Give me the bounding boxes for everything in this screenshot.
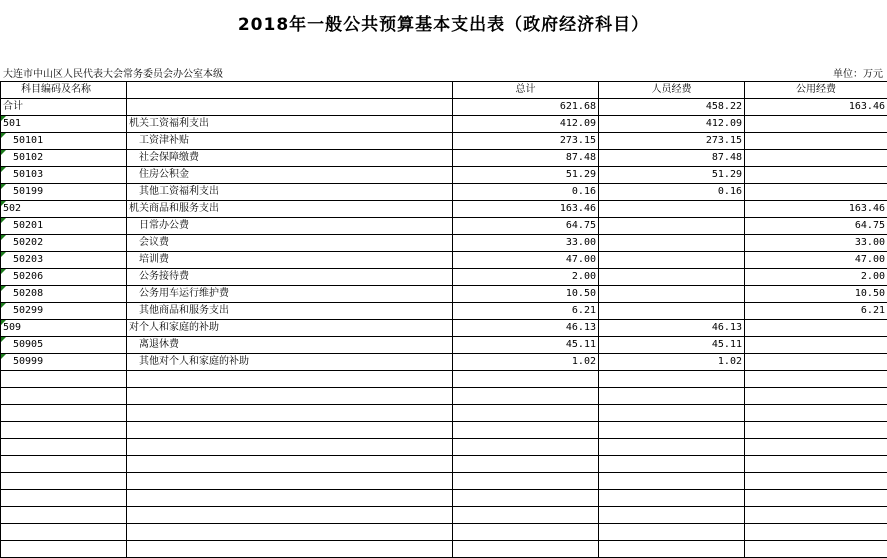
empty-cell xyxy=(127,405,453,422)
cell-marker-icon xyxy=(1,286,6,291)
empty-cell xyxy=(599,507,745,524)
row-total: 46.13 xyxy=(453,320,599,337)
row-total: 2.00 xyxy=(453,269,599,286)
empty-cell xyxy=(599,473,745,490)
row-code: 50201 xyxy=(13,220,43,231)
row-code: 50199 xyxy=(13,186,43,197)
empty-cell xyxy=(745,439,887,456)
empty-cell xyxy=(1,524,127,541)
row-public: 64.75 xyxy=(745,218,887,235)
empty-row xyxy=(1,490,887,507)
row-public xyxy=(745,354,887,371)
row-code-cell xyxy=(1,286,127,303)
row-total: 87.48 xyxy=(453,150,599,167)
empty-cell xyxy=(453,422,599,439)
empty-cell xyxy=(453,490,599,507)
empty-cell xyxy=(127,473,453,490)
row-code-cell xyxy=(1,218,127,235)
row-personnel: 412.09 xyxy=(599,116,745,133)
empty-cell xyxy=(127,490,453,507)
empty-cell xyxy=(745,541,887,558)
page-title: 2018年一般公共预算基本支出表（政府经济科目） xyxy=(0,10,887,35)
expenditure-table xyxy=(0,81,887,558)
row-name: 公务用车运行维护费 xyxy=(127,286,453,303)
empty-cell xyxy=(127,371,453,388)
row-personnel: 273.15 xyxy=(599,133,745,150)
row-personnel xyxy=(599,269,745,286)
row-personnel xyxy=(599,201,745,218)
empty-cell xyxy=(745,490,887,507)
empty-cell xyxy=(599,371,745,388)
row-personnel: 45.11 xyxy=(599,337,745,354)
empty-cell xyxy=(745,388,887,405)
empty-cell xyxy=(599,541,745,558)
row-personnel xyxy=(599,303,745,320)
empty-row xyxy=(1,371,887,388)
empty-row xyxy=(1,422,887,439)
header-personnel: 人员经费 xyxy=(599,82,745,99)
row-name: 公务接待费 xyxy=(127,269,453,286)
row-public: 2.00 xyxy=(745,269,887,286)
table-row xyxy=(1,320,887,337)
empty-cell xyxy=(127,456,453,473)
unit-organization: 大连市中山区人民代表大会常务委员会办公室本级 xyxy=(3,65,223,80)
row-code: 50202 xyxy=(13,237,43,248)
row-total: 10.50 xyxy=(453,286,599,303)
empty-row xyxy=(1,473,887,490)
cell-marker-icon xyxy=(1,252,6,257)
table-row xyxy=(1,252,887,269)
empty-cell xyxy=(745,422,887,439)
row-public: 163.46 xyxy=(745,201,887,218)
row-public: 33.00 xyxy=(745,235,887,252)
row-personnel xyxy=(599,235,745,252)
table-header-row xyxy=(1,82,887,99)
table-row xyxy=(1,133,887,150)
unit-label: 单位：万元 xyxy=(833,65,883,80)
cell-marker-icon xyxy=(1,218,6,223)
cell-marker-icon xyxy=(1,184,6,189)
empty-cell xyxy=(453,524,599,541)
row-total: 6.21 xyxy=(453,303,599,320)
row-name: 培训费 xyxy=(127,252,453,269)
header-total: 总计 xyxy=(453,82,599,99)
cell-marker-icon xyxy=(1,133,6,138)
empty-row xyxy=(1,456,887,473)
empty-cell xyxy=(1,371,127,388)
row-personnel xyxy=(599,218,745,235)
row-public: 163.46 xyxy=(745,99,887,116)
row-code: 50299 xyxy=(13,305,43,316)
table-row xyxy=(1,303,887,320)
row-name: 机关商品和服务支出 xyxy=(127,201,453,218)
row-code: 502 xyxy=(3,203,21,214)
empty-cell xyxy=(453,507,599,524)
cell-marker-icon xyxy=(1,337,6,342)
cell-marker-icon xyxy=(1,201,6,206)
row-code: 50203 xyxy=(13,254,43,265)
row-code: 50101 xyxy=(13,135,43,146)
row-code-cell xyxy=(1,167,127,184)
empty-cell xyxy=(127,524,453,541)
empty-cell xyxy=(1,439,127,456)
empty-cell xyxy=(453,405,599,422)
table-row xyxy=(1,184,887,201)
table-row xyxy=(1,354,887,371)
table-row xyxy=(1,99,887,116)
row-public xyxy=(745,184,887,201)
row-code-cell xyxy=(1,303,127,320)
empty-cell xyxy=(453,473,599,490)
empty-cell xyxy=(599,422,745,439)
row-code-cell xyxy=(1,337,127,354)
header-blank xyxy=(127,82,453,99)
row-code-cell xyxy=(1,116,127,133)
table-row xyxy=(1,201,887,218)
empty-cell xyxy=(599,439,745,456)
row-code-cell xyxy=(1,184,127,201)
row-total: 273.15 xyxy=(453,133,599,150)
table-row xyxy=(1,167,887,184)
row-public: 10.50 xyxy=(745,286,887,303)
row-name: 其他对个人和家庭的补助 xyxy=(127,354,453,371)
row-personnel: 46.13 xyxy=(599,320,745,337)
row-code-cell xyxy=(1,99,127,116)
empty-row xyxy=(1,439,887,456)
cell-marker-icon xyxy=(1,269,6,274)
cell-marker-icon xyxy=(1,235,6,240)
empty-cell xyxy=(127,507,453,524)
row-public xyxy=(745,320,887,337)
row-total: 0.16 xyxy=(453,184,599,201)
empty-cell xyxy=(745,405,887,422)
row-code: 50905 xyxy=(13,339,43,350)
row-name: 住房公积金 xyxy=(127,167,453,184)
empty-cell xyxy=(599,388,745,405)
empty-cell xyxy=(1,507,127,524)
table-row xyxy=(1,337,887,354)
row-total: 1.02 xyxy=(453,354,599,371)
row-code: 50208 xyxy=(13,288,43,299)
row-personnel: 458.22 xyxy=(599,99,745,116)
row-public xyxy=(745,133,887,150)
row-total: 33.00 xyxy=(453,235,599,252)
empty-cell xyxy=(127,541,453,558)
row-total: 412.09 xyxy=(453,116,599,133)
cell-marker-icon xyxy=(1,320,6,325)
empty-row xyxy=(1,507,887,524)
header-subject: 科目编码及名称 xyxy=(1,82,127,99)
row-code: 50102 xyxy=(13,152,43,163)
row-code: 50999 xyxy=(13,356,43,367)
row-public xyxy=(745,150,887,167)
row-total: 621.68 xyxy=(453,99,599,116)
row-total: 51.29 xyxy=(453,167,599,184)
row-name: 社会保障缴费 xyxy=(127,150,453,167)
cell-marker-icon xyxy=(1,150,6,155)
row-name: 其他商品和服务支出 xyxy=(127,303,453,320)
empty-row xyxy=(1,541,887,558)
empty-cell xyxy=(1,422,127,439)
row-code-cell xyxy=(1,252,127,269)
empty-cell xyxy=(745,507,887,524)
empty-cell xyxy=(1,490,127,507)
row-code-cell xyxy=(1,269,127,286)
row-total: 163.46 xyxy=(453,201,599,218)
empty-row xyxy=(1,524,887,541)
row-name: 离退休费 xyxy=(127,337,453,354)
empty-cell xyxy=(599,524,745,541)
row-code: 501 xyxy=(3,118,21,129)
empty-cell xyxy=(453,541,599,558)
empty-cell xyxy=(745,524,887,541)
empty-cell xyxy=(127,439,453,456)
empty-cell xyxy=(453,439,599,456)
row-personnel: 0.16 xyxy=(599,184,745,201)
empty-cell xyxy=(599,456,745,473)
empty-cell xyxy=(453,456,599,473)
row-personnel: 87.48 xyxy=(599,150,745,167)
row-code-cell xyxy=(1,133,127,150)
empty-cell xyxy=(1,456,127,473)
cell-marker-icon xyxy=(1,167,6,172)
row-public: 47.00 xyxy=(745,252,887,269)
empty-cell xyxy=(745,371,887,388)
row-code: 50103 xyxy=(13,169,43,180)
header-public: 公用经费 xyxy=(745,82,887,99)
table-row xyxy=(1,116,887,133)
row-name: 会议费 xyxy=(127,235,453,252)
empty-cell xyxy=(127,422,453,439)
table-row xyxy=(1,269,887,286)
empty-cell xyxy=(745,473,887,490)
row-code-cell xyxy=(1,354,127,371)
row-name: 其他工资福利支出 xyxy=(127,184,453,201)
row-public: 6.21 xyxy=(745,303,887,320)
empty-cell xyxy=(453,371,599,388)
table-row xyxy=(1,286,887,303)
row-code-cell xyxy=(1,201,127,218)
empty-cell xyxy=(1,473,127,490)
row-public xyxy=(745,116,887,133)
row-name: 工资津补贴 xyxy=(127,133,453,150)
empty-cell xyxy=(1,405,127,422)
row-code-cell xyxy=(1,150,127,167)
row-name: 机关工资福利支出 xyxy=(127,116,453,133)
row-personnel xyxy=(599,252,745,269)
row-code: 合计 xyxy=(3,101,23,112)
empty-cell xyxy=(599,490,745,507)
table-row xyxy=(1,150,887,167)
row-code: 509 xyxy=(3,322,21,333)
row-name: 日常办公费 xyxy=(127,218,453,235)
cell-marker-icon xyxy=(1,354,6,359)
row-code-cell xyxy=(1,235,127,252)
empty-row xyxy=(1,388,887,405)
empty-row xyxy=(1,405,887,422)
row-name xyxy=(127,99,453,116)
empty-cell xyxy=(1,541,127,558)
empty-cell xyxy=(745,456,887,473)
cell-marker-icon xyxy=(1,303,6,308)
row-total: 45.11 xyxy=(453,337,599,354)
row-code: 50206 xyxy=(13,271,43,282)
row-name: 对个人和家庭的补助 xyxy=(127,320,453,337)
empty-cell xyxy=(453,388,599,405)
row-public xyxy=(745,167,887,184)
row-personnel: 1.02 xyxy=(599,354,745,371)
row-total: 64.75 xyxy=(453,218,599,235)
empty-cell xyxy=(599,405,745,422)
empty-cell xyxy=(1,388,127,405)
row-personnel xyxy=(599,286,745,303)
cell-marker-icon xyxy=(1,116,6,121)
row-code-cell xyxy=(1,320,127,337)
row-total: 47.00 xyxy=(453,252,599,269)
row-personnel: 51.29 xyxy=(599,167,745,184)
row-public xyxy=(745,337,887,354)
table-row xyxy=(1,235,887,252)
table-row xyxy=(1,218,887,235)
empty-cell xyxy=(127,388,453,405)
